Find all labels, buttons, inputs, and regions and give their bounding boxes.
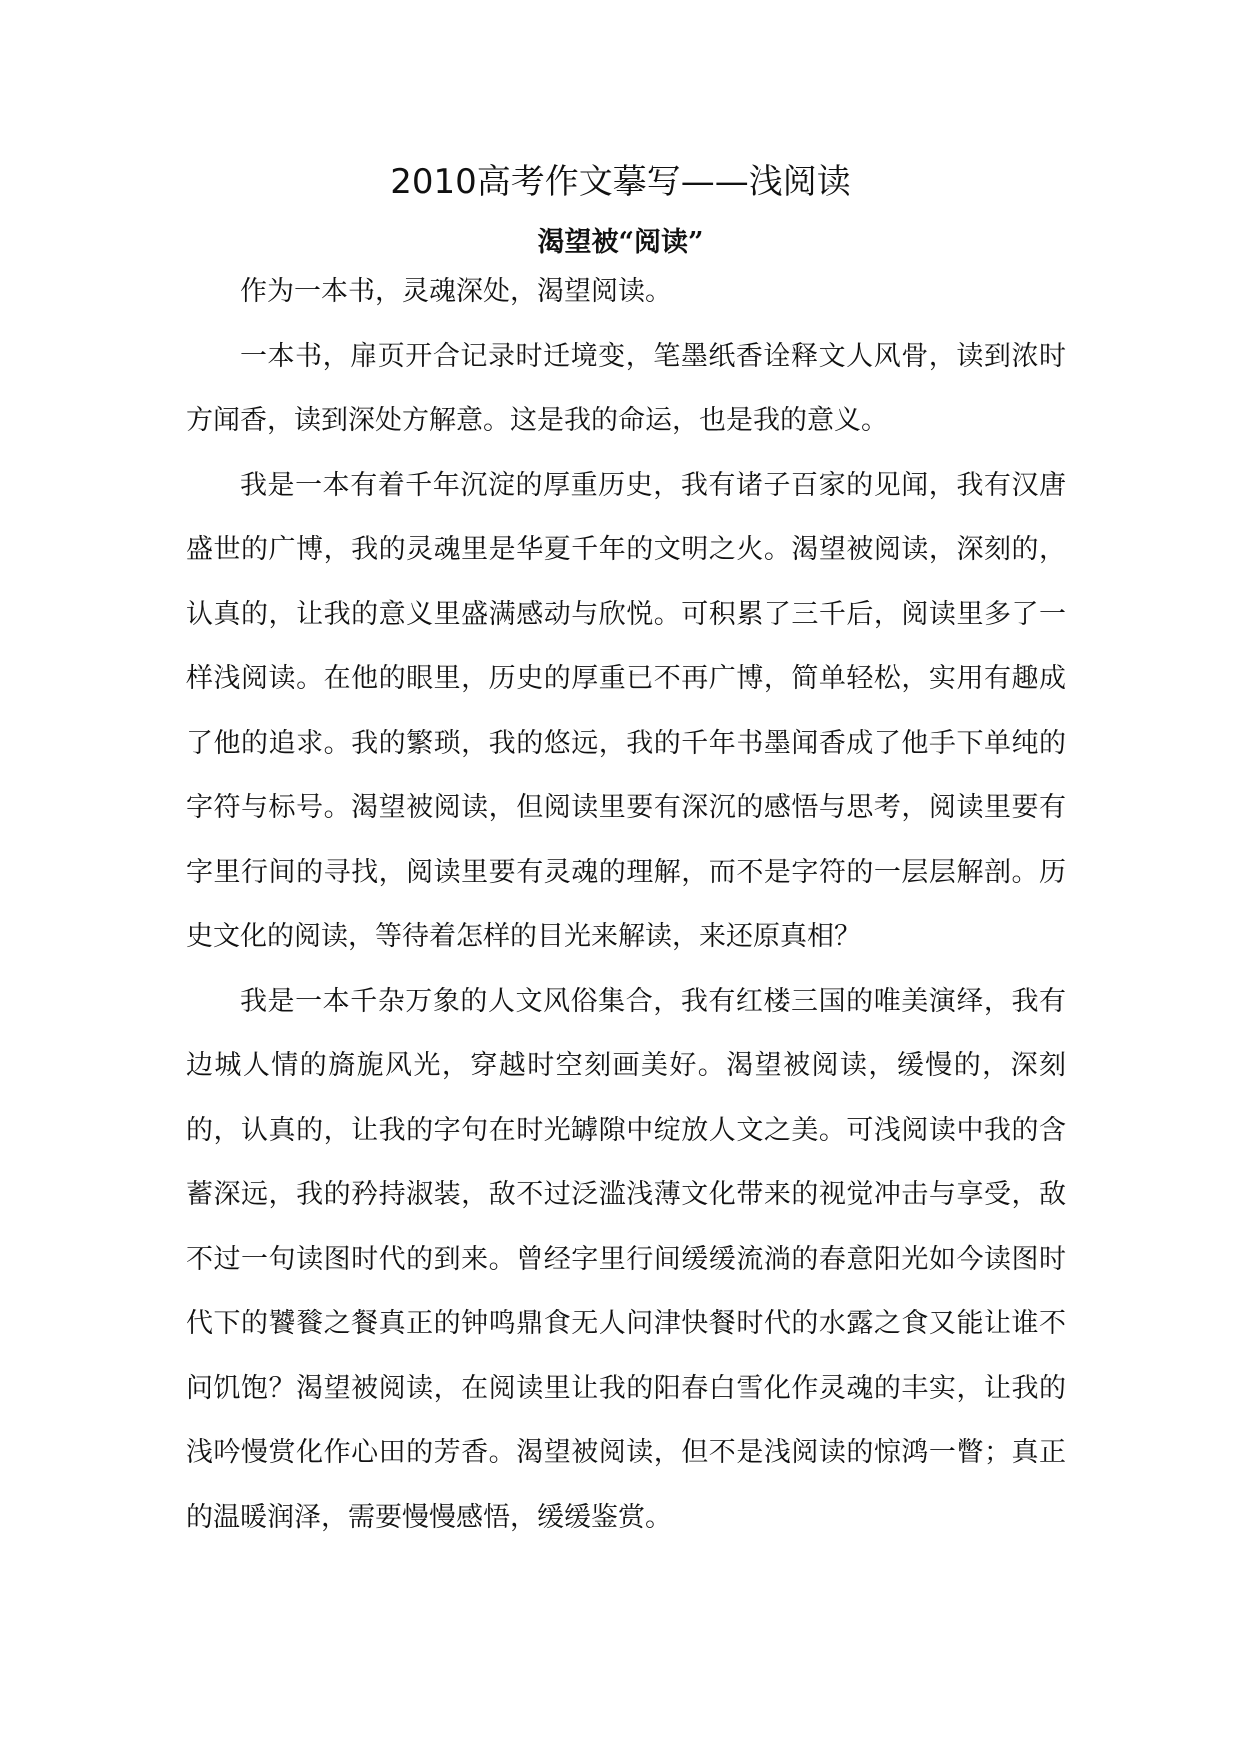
paragraph-3: 我是一本有着千年沉淀的厚重历史，我有诸子百家的见闻，我有汉唐盛世的广博，我的灵魂里是华夏千年的文明之火。渴望被阅读，深刻的，认真的，让我的意义里盛满感动与欣悦。可积累了三千后，阅读里多了一样浅阅读。在他的眼里，历史的厚重已不再广博，简单轻松，实用有趣成了他的追求。我的繁琐，我的悠远，我的千年书墨闻香成了他手下单纯的字符与标号。渴望被阅读，但阅读里要有深沉的感悟与思考，阅读里要有字里行间的寻找，阅读里要有灵魂的理解，而不是字符的一层层解剖。历史文化的阅读，等待着怎样的目光来解读，来还原真相？ bbox=[186, 469, 1066, 952]
paragraph-4: 我是一本千杂万象的人文风俗集合，我有红楼三国的唯美演绎，我有边城人情的旖旎风光，穿越时空刻画美好。渴望被阅读，缓慢的，深刻的，认真的，让我的字句在时光罅隙中绽放人文之美。可浅阅读中我的含蓄深远，我的矜持淑装，敌不过泛滥浅薄文化带来的视觉冲击与享受，敌不过一句读图时代的到来。曾经字里行间缓缓流淌的春意阳光如今读图时代下的饕餮之餐真正的钟鸣鼎食无人问津快餐时代的水露之食又能让谁不问饥饱？渴望被阅读，在阅读里让我的阳春白雪化作灵魂的丰实，让我的浅吟慢赏化作心田的芳香。渴望被阅读，但不是浅阅读的惊鸿一瞥；真正的温暖润泽，需要慢慢感悟，缓缓鉴赏。 bbox=[186, 985, 1066, 1533]
paragraph-1: 作为一本书，灵魂深处，渴望阅读。 bbox=[240, 276, 672, 307]
paragraph-2: 一本书，扉页开合记录时迁境变，笔墨纸香诠释文人风骨，读到浓时方闻香，读到深处方解意。这是我的命运，也是我的意义。 bbox=[186, 340, 1066, 436]
document-subtitle: 渴望被“阅读” bbox=[537, 227, 704, 258]
document-body bbox=[186, 260, 1066, 1550]
document-title: 2010高考作文摹写——浅阅读 bbox=[390, 162, 851, 202]
